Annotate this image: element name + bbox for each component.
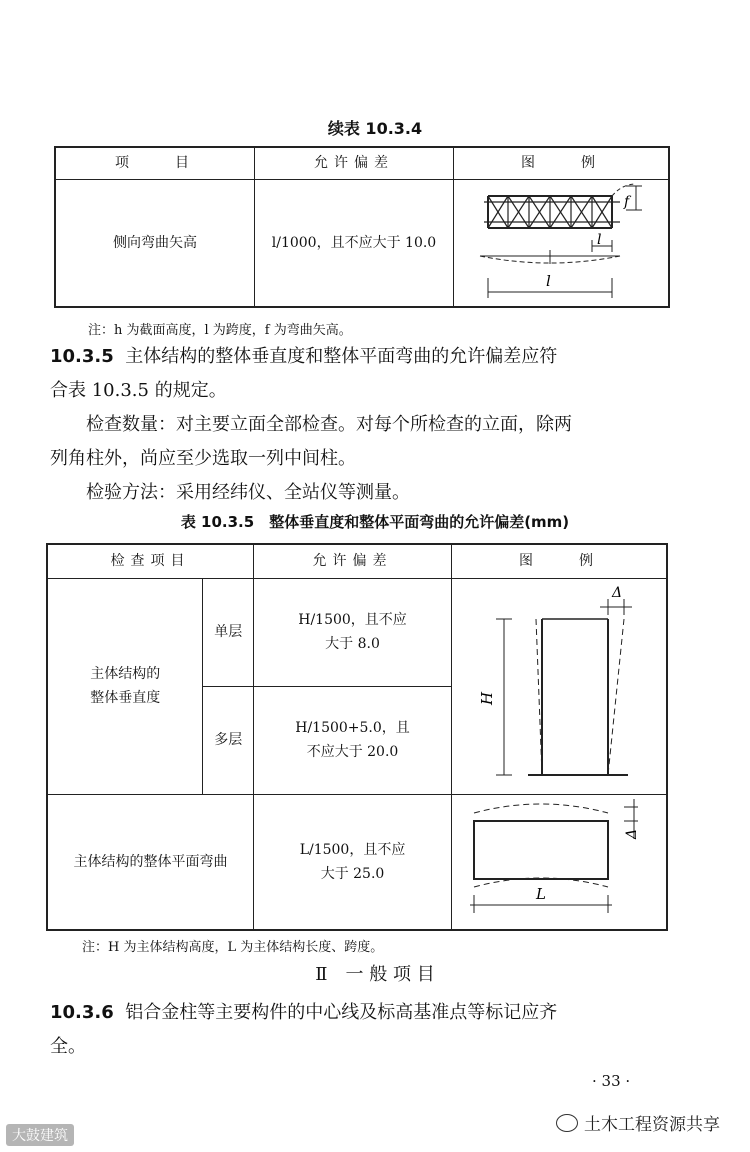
clause-10-3-6-text1: 铝合金柱等主要构件的中心线及标高基准点等标记应齐	[125, 1002, 558, 1023]
table1-caption: 续表 10.3.4	[327, 119, 423, 138]
table1-figure-cell	[454, 179, 670, 307]
clause-10-3-5-number: 10.3.5	[50, 346, 114, 367]
table2-bending-figure-cell	[452, 794, 668, 930]
table2-verticality-figure-cell	[452, 578, 668, 794]
lateral-bending-figure	[454, 180, 668, 306]
fig2-label-delta: Δ	[612, 585, 623, 601]
watermark-right-text: 土木工程资源共享	[584, 1115, 720, 1135]
table1-tolerance-cell: l/1000，且不应大于 10.0	[255, 179, 454, 307]
fig1-label-l-long: l	[546, 271, 551, 290]
clause-10-3-6-line1	[50, 996, 557, 1030]
table2-header-figure: 图 例	[452, 544, 668, 578]
fig1-label-l-short: l	[597, 231, 602, 248]
bend-tol-l1: L/1500，且不应	[299, 841, 406, 858]
section-heading: Ⅱ 一 般 项 目	[315, 964, 435, 985]
wechat-icon	[556, 1114, 578, 1132]
table1	[54, 146, 670, 308]
verticality-label-l1: 主体结构的	[90, 666, 161, 682]
table2-header-tolerance: 允许偏差	[254, 544, 452, 578]
plane-bending-figure	[452, 795, 666, 929]
table2-multi-storey: 多层	[203, 686, 254, 794]
fig2-label-H: H	[478, 691, 496, 705]
table1-item-cell: 侧向弯曲矢高	[55, 179, 255, 307]
single-tol-l1: H/1500，且不应	[298, 612, 407, 628]
fig1-label-f: f	[624, 193, 630, 210]
watermark-right	[556, 1110, 720, 1135]
table2	[46, 543, 668, 931]
page-number: · 33 ·	[592, 1072, 631, 1090]
clause-10-3-6-number: 10.3.6	[50, 1002, 114, 1023]
table2-single-tolerance	[254, 578, 452, 686]
table2-verticality-group	[47, 578, 203, 794]
fig3-label-L: L	[536, 884, 546, 903]
table1-header-figure: 图 例	[454, 147, 670, 179]
clause-10-3-5-line1	[50, 340, 557, 374]
table2-single-storey: 单层	[203, 578, 254, 686]
bend-tol-l2: 大于 25.0	[320, 865, 385, 882]
table2-note: 注：H 为主体结构高度，L 为主体结构长度、跨度。	[82, 940, 384, 955]
verticality-figure	[452, 579, 666, 793]
clause-10-3-6-line2: 全。	[50, 1036, 86, 1057]
table2-header-item: 检查项目	[47, 544, 254, 578]
single-tol-l2: 大于 8.0	[325, 636, 380, 652]
table2-caption: 表 10.3.5 整体垂直度和整体平面弯曲的允许偏差(mm)	[180, 513, 570, 531]
multi-tol-l2: 不应大于 20.0	[306, 744, 399, 760]
watermark-left-text: 大鼓建筑	[12, 1128, 68, 1144]
table2-bending-tolerance	[254, 794, 452, 930]
table2-multi-tolerance	[254, 686, 452, 794]
check-quantity-line1: 检查数量：对主要立面全部检查。对每个所检查的立面，除两	[86, 414, 572, 435]
table1-header-item: 项 目	[55, 147, 255, 179]
verticality-label-l2: 整体垂直度	[90, 690, 161, 706]
clause-10-3-5-text1: 主体结构的整体垂直度和整体平面弯曲的允许偏差应符	[125, 346, 558, 367]
check-quantity-line2: 列角柱外，尚应至少选取一列中间柱。	[50, 448, 356, 469]
multi-tol-l1: H/1500+5.0，且	[295, 720, 410, 736]
table1-note: 注：h 为截面高度，l 为跨度，f 为弯曲矢高。	[88, 323, 352, 338]
watermark-left	[6, 1124, 74, 1146]
table2-bending-item: 主体结构的整体平面弯曲	[47, 794, 254, 930]
clause-10-3-5-line2: 合表 10.3.5 的规定。	[50, 380, 227, 401]
check-method: 检验方法：采用经纬仪、全站仪等测量。	[86, 482, 410, 503]
table1-header-tolerance: 允许偏差	[255, 147, 454, 179]
fig3-label-delta: Δ	[624, 828, 640, 839]
